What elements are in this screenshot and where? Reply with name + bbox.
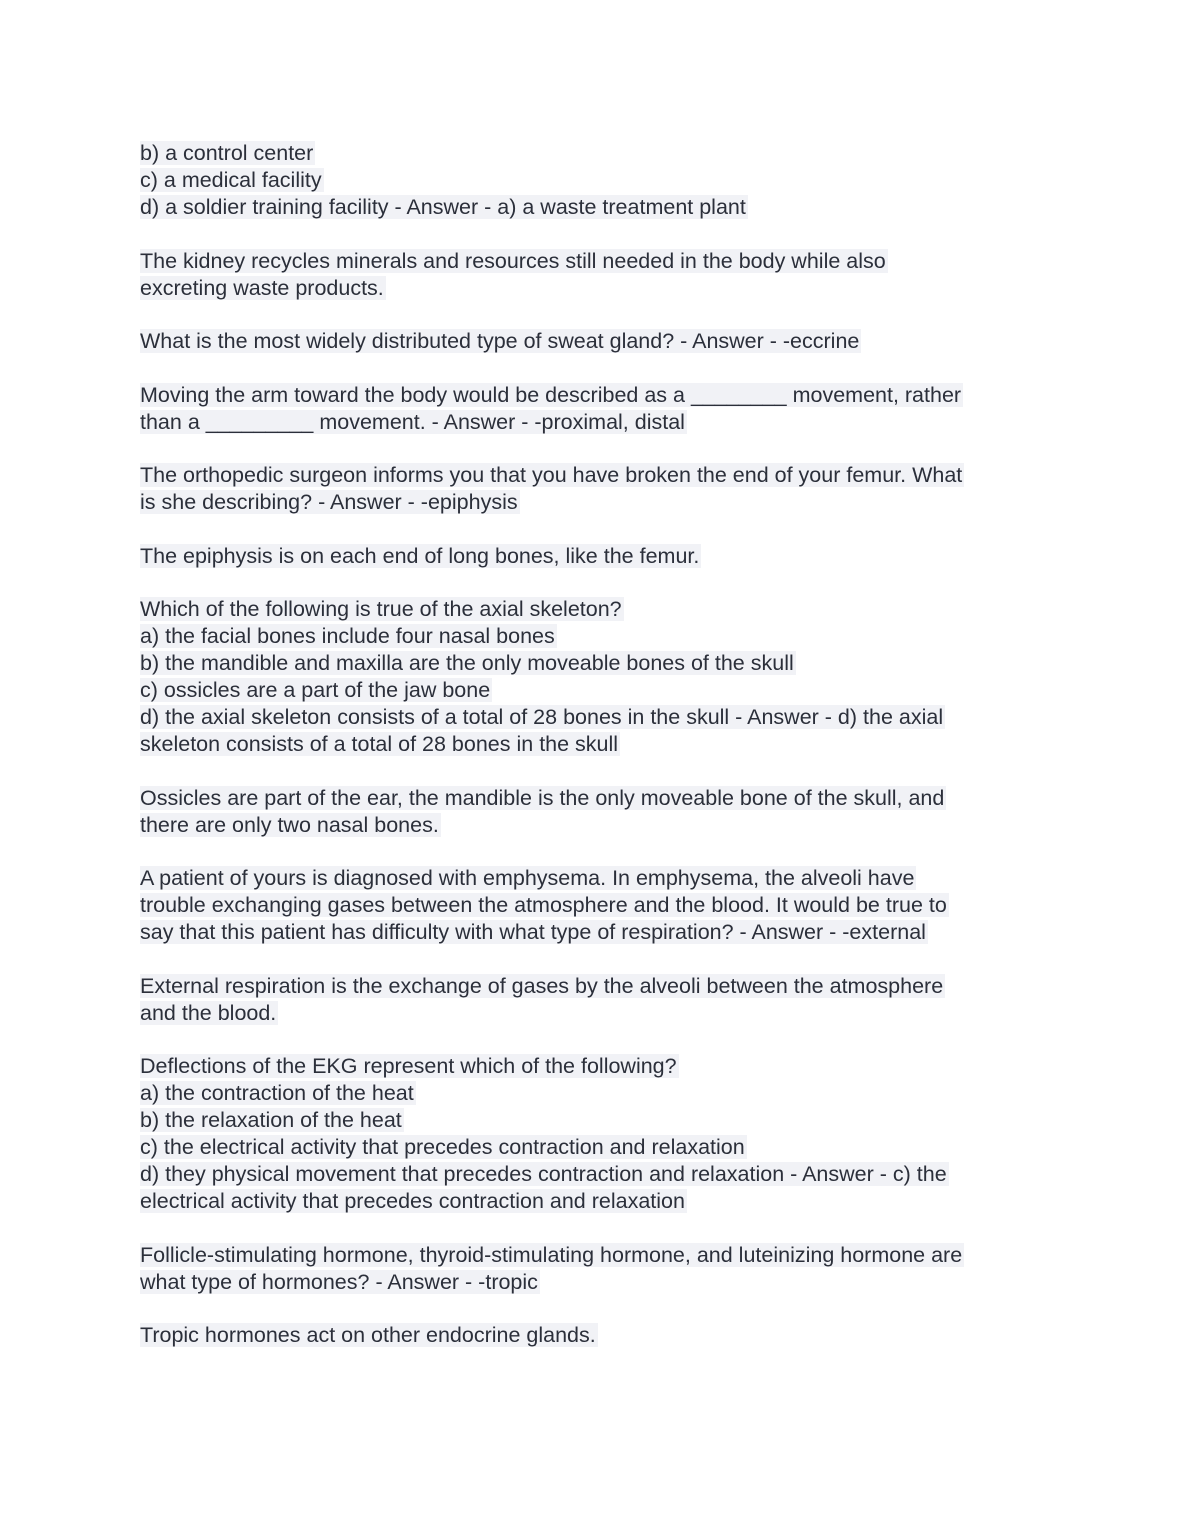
text-paragraph: [140, 785, 1050, 839]
text-line-content: External respiration is the exchange of gases by the alveoli between the atmosphere: [140, 973, 944, 998]
text-paragraph: [140, 973, 1050, 1027]
text-line: [140, 409, 1050, 436]
text-line-content: The kidney recycles minerals and resources still needed in the body while also: [140, 248, 886, 273]
text-line-content: A patient of yours is diagnosed with emphysema. In emphysema, the alveoli have: [140, 866, 915, 890]
text-line: [140, 677, 1050, 704]
text-line: [140, 1000, 1050, 1027]
text-line-content: d) they physical movement that precedes contraction and relaxation - Answer - c) the: [140, 1162, 947, 1186]
text-paragraph: [140, 140, 1050, 221]
text-line: [140, 1188, 1050, 1215]
text-line-content: excreting waste products.: [140, 275, 384, 300]
text-line: [140, 1080, 1050, 1107]
text-line-content: a) the facial bones include four nasal bones: [140, 624, 555, 648]
text-line-content: Moving the arm toward the body would be described as a ________ movement, rather: [140, 382, 962, 407]
text-line-content: c) ossicles are a part of the jaw bone: [140, 678, 491, 702]
text-line-content: Tropic hormones act on other endocrine glands.: [140, 1323, 596, 1347]
text-line: [140, 382, 1050, 409]
text-line-content: b) the mandible and maxilla are the only moveable bones of the skull: [140, 651, 794, 675]
text-line: [140, 973, 1050, 1000]
text-line-content: b) the relaxation of the heat: [140, 1108, 402, 1132]
text-line-content: The epiphysis is on each end of long bones, like the femur.: [140, 543, 700, 568]
text-line: [140, 1053, 1050, 1080]
text-line: [140, 248, 1050, 275]
text-line-content: and the blood.: [140, 1000, 277, 1025]
text-line-content: skeleton consists of a total of 28 bones in the skull: [140, 732, 619, 756]
text-line-content: d) a soldier training facility - Answer - a) a waste treatment plant: [140, 195, 746, 219]
text-line-content: there are only two nasal bones.: [140, 812, 439, 837]
text-line: [140, 1242, 1050, 1269]
text-line: [140, 140, 1050, 167]
text-paragraph: [140, 248, 1050, 302]
text-line-content: d) the axial skeleton consists of a total of 28 bones in the skull - Answer - d) the axial: [140, 705, 944, 729]
text-line-content: Follicle-stimulating hormone, thyroid-stimulating hormone, and luteinizing hormone are: [140, 1242, 963, 1267]
document-body: [140, 140, 1050, 1376]
text-line-content: trouble exchanging gases between the atmosphere and the blood. It would be true to: [140, 893, 947, 917]
text-line-content: Deflections of the EKG represent which of the following?: [140, 1054, 677, 1078]
text-line-content: b) a control center: [140, 141, 314, 165]
text-line: [140, 812, 1050, 839]
text-line: [140, 785, 1050, 812]
text-line: [140, 275, 1050, 302]
text-paragraph: [140, 596, 1050, 758]
text-paragraph: [140, 543, 1050, 570]
text-paragraph: [140, 1242, 1050, 1296]
text-paragraph: [140, 328, 1050, 355]
text-line: [140, 194, 1050, 221]
text-line: [140, 892, 1050, 919]
text-line-content: Which of the following is true of the axial skeleton?: [140, 597, 622, 621]
text-paragraph: [140, 1322, 1050, 1349]
text-paragraph: [140, 382, 1050, 436]
text-line: [140, 704, 1050, 731]
text-line-content: electrical activity that precedes contraction and relaxation: [140, 1189, 685, 1213]
text-line: [140, 462, 1050, 489]
text-line: [140, 1107, 1050, 1134]
text-line: [140, 650, 1050, 677]
text-line: [140, 1322, 1050, 1349]
text-line-content: c) a medical facility: [140, 168, 322, 192]
text-line-content: Ossicles are part of the ear, the mandible is the only moveable bone of the skull, and: [140, 785, 945, 810]
text-line-content: than a _________ movement. - Answer - -proximal, distal: [140, 409, 685, 434]
text-line: [140, 1134, 1050, 1161]
text-line: [140, 1161, 1050, 1188]
text-paragraph: [140, 865, 1050, 946]
text-line-content: c) the electrical activity that precedes contraction and relaxation: [140, 1135, 745, 1159]
text-line-content: is she describing? - Answer - -epiphysis: [140, 490, 518, 514]
text-line: [140, 919, 1050, 946]
text-line-content: What is the most widely distributed type of sweat gland? - Answer - -eccrine: [140, 329, 860, 353]
text-line: [140, 623, 1050, 650]
text-line: [140, 596, 1050, 623]
text-line-content: a) the contraction of the heat: [140, 1081, 414, 1105]
text-line: [140, 865, 1050, 892]
text-line: [140, 543, 1050, 570]
text-line-content: The orthopedic surgeon informs you that you have broken the end of your femur. What: [140, 463, 963, 487]
text-paragraph: [140, 462, 1050, 516]
text-line: [140, 731, 1050, 758]
text-line: [140, 1269, 1050, 1296]
text-line: [140, 489, 1050, 516]
text-line: [140, 328, 1050, 355]
text-paragraph: [140, 1053, 1050, 1215]
text-line-content: say that this patient has difficulty with what type of respiration? - Answer - -external: [140, 920, 926, 944]
text-line-content: what type of hormones? - Answer - -tropic: [140, 1269, 538, 1294]
text-line: [140, 167, 1050, 194]
